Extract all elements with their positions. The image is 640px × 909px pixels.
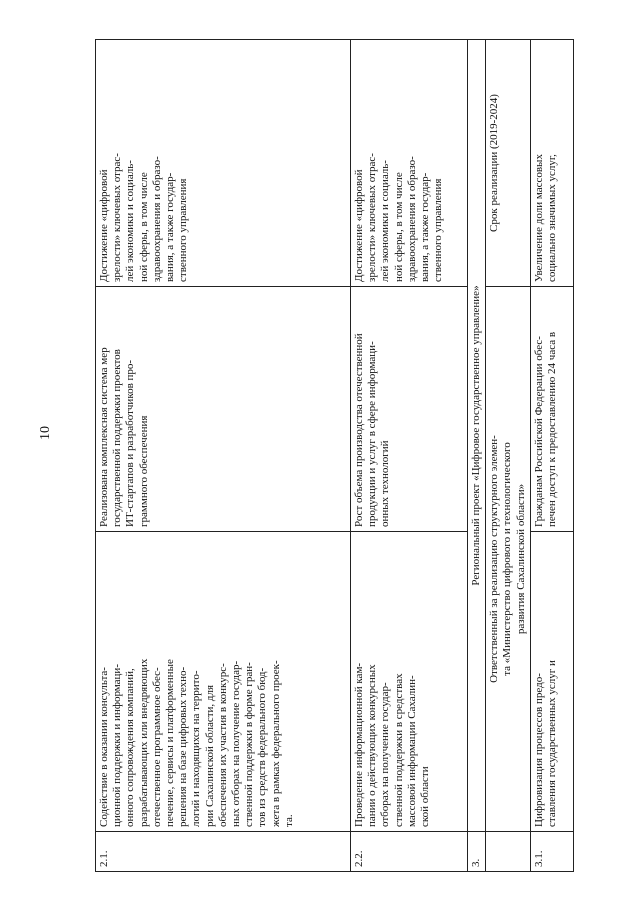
rotated-table-wrapper [95,40,625,872]
section-title: Региональный проект «Цифровое государственное управление» [468,40,486,832]
result-text: Гражданам Российской Федерации обес- печен доступ к предоставлению 24 часа в [531,287,574,532]
measure-text: Цифровизация процессов предо- ставления государственных услуг и [531,532,574,832]
plan-table [95,39,574,872]
effect-text: Достижение «цифровой зрелости» ключевых отрас- лей экономики и социаль- ной сферы, в том числе здравоохранения и образо- вания, а также государ- ственного управления [351,40,468,287]
row-number: 2.1. [96,832,351,872]
result-text: Реализована комплексная система мер государственной поддержки проектов ИТ-стартапов и разработчиков про- граммного обеспечения [96,287,351,532]
responsible-row [486,40,531,872]
responsible-text: Ответственный за реализацию структурного элемен- та «Министерство цифрового и технологического развития Сахалинской области» [486,287,531,832]
measure-text: Проведение информационной кам- пании о действующих конкурсных отборах на получение государ- ственной поддержки в средствах массовой информации Сахалин- ской области [351,532,468,832]
row-number: 2.2. [351,832,468,872]
table-row [351,40,468,872]
period-text: Срок реализации (2019-2024) [486,40,531,287]
result-text: Рост объема производства отечественной продукции и услуг в сфере информаци- онных технологий [351,287,468,532]
effect-text: Достижение «цифровой зрелости» ключевых отрас- лей экономики и социаль- ной сферы, в том числе здравоохранения и образо- вания, а также государ- ственного управления [96,40,351,287]
empty-cell [486,832,531,872]
effect-text: Увеличение доли массовых социально значимых услуг, [531,40,574,287]
section-number: 3. [468,832,486,872]
section-row [468,40,486,872]
table-row [531,40,574,872]
measure-text: Содействие в оказании консульта- ционной поддержки и информаци- онного сопровождения компаний, разрабатывающих или внедряющих отечественное программное обес- печение, сервисы и платформенные решения на базе цифровых техно- логий и находящихся на террито- рии Сахалинской области, для обеспечения их участия в конкурс- ных отборах на получение государ- ственной поддержки в форме гран- тов из средств федерального бюд- жета в рамках федерального проек- та. [96,532,351,832]
row-number: 3.1. [531,832,574,872]
page-number: 10 [38,426,53,440]
table-row [96,40,351,872]
